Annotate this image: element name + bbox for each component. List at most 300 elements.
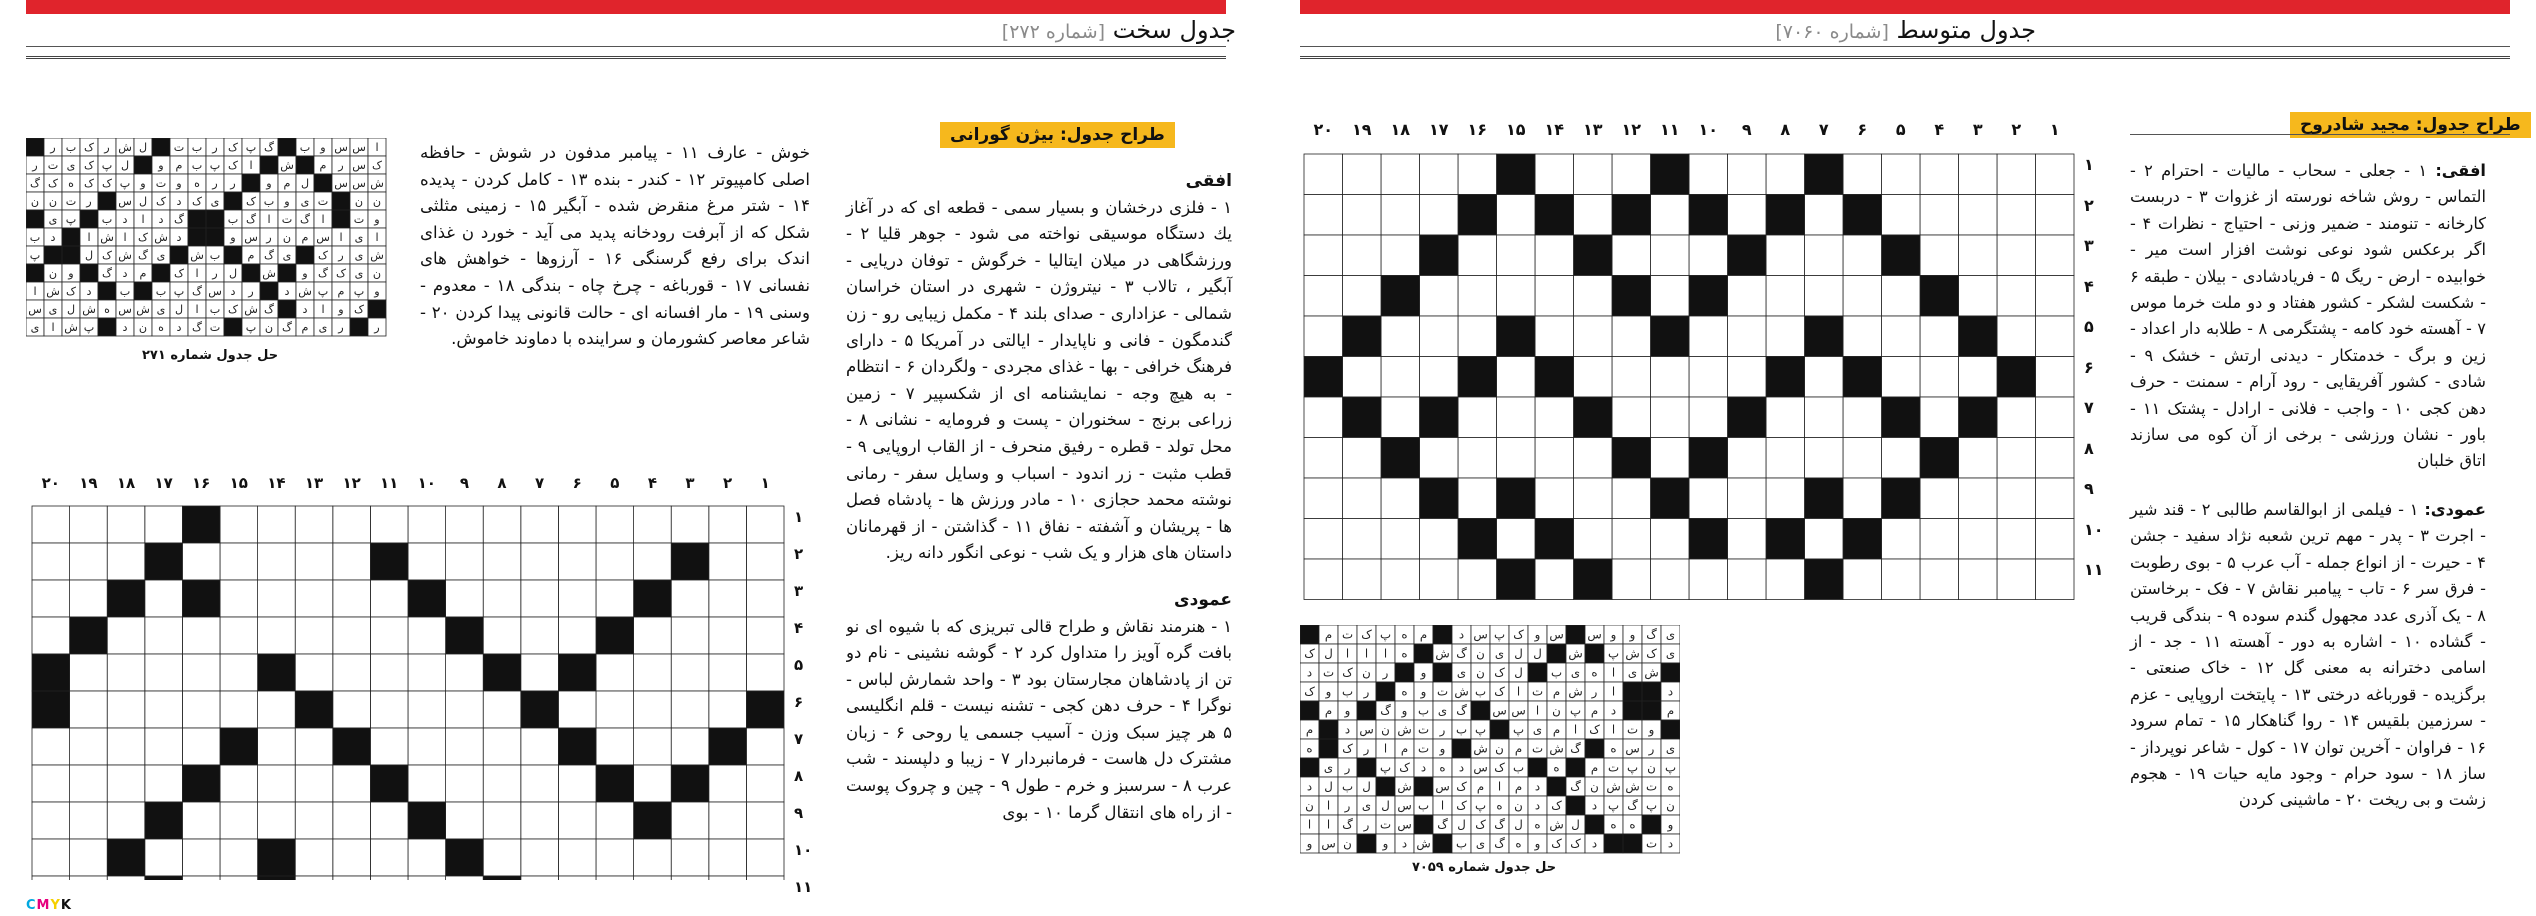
black-cell — [1728, 397, 1767, 438]
solution-letter: ش — [1416, 836, 1431, 851]
solution-letter: ا — [1364, 646, 1369, 661]
solution-letter: ل — [1514, 646, 1523, 661]
black-cell — [333, 728, 371, 765]
column-number: ۱ — [760, 474, 770, 492]
white-cell — [370, 802, 408, 839]
column-number: ۵ — [1895, 120, 1906, 139]
white-cell — [1959, 154, 1998, 195]
right-clues-column — [2130, 158, 2486, 814]
white-cell — [220, 654, 258, 691]
white-cell — [408, 506, 446, 543]
white-cell — [1343, 195, 1382, 236]
solution-letter: س — [118, 302, 132, 316]
row-number: ۶ — [794, 693, 804, 711]
black-cell — [206, 228, 224, 246]
white-cell — [1612, 559, 1651, 600]
black-cell — [558, 728, 596, 765]
white-cell — [1843, 154, 1882, 195]
solution-letter: ر — [230, 176, 236, 190]
solution-letter: م — [1305, 722, 1314, 737]
solution-letter: ر — [1344, 798, 1351, 813]
solution-letter: س — [1473, 627, 1488, 642]
black-cell — [446, 617, 484, 654]
left-solution-caption: حل جدول شماره ۲۷۱ — [142, 348, 279, 363]
white-cell — [483, 839, 521, 876]
solution-letter: ک — [1342, 665, 1353, 680]
white-cell — [709, 691, 747, 728]
solution-letter: و — [1382, 836, 1389, 851]
left-across-heading: افقی — [1185, 171, 1232, 191]
white-cell — [1574, 276, 1613, 317]
white-cell — [446, 876, 484, 880]
white-cell — [370, 839, 408, 876]
solution-letter: ک — [174, 266, 184, 280]
white-cell — [1497, 235, 1536, 276]
white-cell — [370, 876, 408, 880]
black-cell — [1604, 834, 1623, 853]
solution-letter: د — [122, 320, 128, 334]
white-cell — [1651, 438, 1690, 479]
solution-letter: ر — [338, 320, 344, 334]
black-cell — [32, 691, 70, 728]
black-cell — [188, 228, 206, 246]
white-cell — [1843, 276, 1882, 317]
black-cell — [1433, 625, 1452, 644]
solution-letter: ن — [1514, 798, 1523, 813]
solution-letter: ل — [138, 194, 148, 208]
white-cell — [220, 765, 258, 802]
white-cell — [107, 543, 145, 580]
black-cell — [446, 839, 484, 876]
white-cell — [483, 802, 521, 839]
solution-letter: س — [1549, 627, 1564, 642]
solution-letter: م — [1419, 627, 1428, 642]
white-cell — [1882, 276, 1921, 317]
white-cell — [671, 654, 709, 691]
white-cell — [182, 617, 220, 654]
solution-letter: ن — [1476, 665, 1485, 680]
solution-letter: ه — [1591, 665, 1598, 680]
white-cell — [1997, 519, 2036, 560]
solution-letter: س — [352, 140, 366, 154]
black-cell — [332, 210, 350, 228]
black-cell — [1689, 195, 1728, 236]
white-cell — [446, 802, 484, 839]
white-cell — [1535, 316, 1574, 357]
white-cell — [370, 654, 408, 691]
black-cell — [134, 156, 152, 174]
solution-letter: ه — [1306, 741, 1313, 756]
white-cell — [220, 506, 258, 543]
solution-letter: ش — [1473, 741, 1488, 756]
black-cell — [1452, 739, 1471, 758]
solution-letter: د — [1401, 836, 1408, 851]
black-cell — [1805, 154, 1844, 195]
white-cell — [558, 617, 596, 654]
solution-letter: د — [122, 266, 128, 280]
white-cell — [746, 617, 784, 654]
column-number: ۲۰ — [1313, 120, 1334, 139]
solution-letter: د — [158, 212, 164, 226]
solution-letter: ب — [1341, 779, 1354, 794]
solution-letter: ی — [354, 248, 364, 262]
solution-letter: ت — [353, 212, 365, 226]
white-cell — [70, 543, 108, 580]
white-cell — [370, 617, 408, 654]
white-cell — [1420, 276, 1459, 317]
solution-letter: پ — [65, 212, 77, 226]
black-cell — [1497, 154, 1536, 195]
black-cell — [62, 246, 80, 264]
solution-letter: د — [1306, 665, 1313, 680]
solution-letter: ر — [248, 284, 254, 298]
cmyk-y: Y — [50, 898, 61, 913]
black-cell — [671, 765, 709, 802]
white-cell — [70, 802, 108, 839]
white-cell — [1535, 478, 1574, 519]
black-cell — [224, 192, 242, 210]
black-cell — [1319, 720, 1338, 739]
solution-letter: ت — [281, 212, 293, 226]
white-cell — [1766, 559, 1805, 600]
solution-letter: ت — [1645, 836, 1658, 851]
white-cell — [1381, 559, 1420, 600]
white-cell — [596, 543, 634, 580]
white-cell — [1959, 357, 1998, 398]
black-cell — [1357, 834, 1376, 853]
black-cell — [278, 264, 296, 282]
white-cell — [671, 802, 709, 839]
white-cell — [1766, 154, 1805, 195]
solution-letter: د — [122, 212, 128, 226]
white-cell — [521, 654, 559, 691]
white-cell — [2036, 397, 2075, 438]
white-cell — [2036, 316, 2075, 357]
white-cell — [1574, 195, 1613, 236]
solution-letter: ا — [87, 230, 91, 244]
solution-letter: ش — [1454, 684, 1469, 699]
left-clues-column — [846, 168, 1232, 828]
right-page-title — [1775, 16, 2036, 44]
left-designer-label: طراح جدول: بیژن گورانی — [940, 122, 1175, 148]
solution-letter: و — [176, 176, 182, 190]
solution-letter: ش — [154, 230, 168, 244]
white-cell — [1959, 519, 1998, 560]
white-cell — [634, 617, 672, 654]
black-cell — [370, 765, 408, 802]
solution-letter: ر — [1439, 722, 1446, 737]
white-cell — [333, 839, 371, 876]
column-number: ۱۱ — [1659, 120, 1680, 139]
white-cell — [1651, 519, 1690, 560]
solution-letter: ک — [192, 194, 202, 208]
white-cell — [1381, 195, 1420, 236]
white-cell — [1843, 478, 1882, 519]
solution-letter: س — [1587, 627, 1602, 642]
solution-letter: ل — [1324, 779, 1333, 794]
solution-letter: ش — [190, 248, 204, 262]
solution-letter: ک — [1570, 836, 1581, 851]
solution-letter: و — [302, 266, 308, 280]
solution-letter: د — [1591, 798, 1598, 813]
solution-letter: ک — [1494, 760, 1505, 775]
white-cell — [1997, 478, 2036, 519]
column-number: ۱۲ — [342, 474, 361, 492]
white-cell — [258, 691, 296, 728]
left-solution-grid — [26, 138, 396, 340]
white-cell — [483, 506, 521, 543]
solution-letter: ی — [1665, 741, 1676, 756]
black-cell — [1381, 276, 1420, 317]
white-cell — [1959, 235, 1998, 276]
white-cell — [32, 765, 70, 802]
white-cell — [1304, 276, 1343, 317]
black-cell — [1585, 815, 1604, 834]
black-cell — [1414, 644, 1433, 663]
white-cell — [1574, 478, 1613, 519]
white-cell — [295, 728, 333, 765]
white-cell — [333, 691, 371, 728]
solution-letter: ر — [1591, 684, 1598, 699]
white-cell — [70, 839, 108, 876]
black-cell — [1566, 796, 1585, 815]
black-cell — [1661, 663, 1680, 682]
solution-letter: ت — [1626, 722, 1639, 737]
white-cell — [596, 728, 634, 765]
black-cell — [258, 654, 296, 691]
white-cell — [2036, 276, 2075, 317]
white-cell — [295, 506, 333, 543]
black-cell — [1458, 357, 1497, 398]
white-cell — [1343, 154, 1382, 195]
black-cell — [1882, 397, 1921, 438]
solution-letter: ه — [68, 176, 74, 190]
black-cell — [1642, 682, 1661, 701]
solution-letter: ش — [118, 248, 132, 262]
solution-letter: ی — [48, 302, 58, 316]
right-page-title-text: جدول متوسط — [1896, 16, 2036, 44]
white-cell — [1497, 276, 1536, 317]
white-cell — [671, 580, 709, 617]
black-cell — [1661, 720, 1680, 739]
black-cell — [671, 543, 709, 580]
white-cell — [671, 876, 709, 880]
solution-letter: ب — [227, 212, 239, 226]
solution-letter: ن — [1666, 798, 1675, 813]
white-cell — [1420, 357, 1459, 398]
solution-letter: س — [244, 230, 258, 244]
right-header-double-rule — [1300, 56, 2510, 59]
solution-letter: ک — [66, 284, 76, 298]
black-cell — [1689, 276, 1728, 317]
white-cell — [1997, 195, 2036, 236]
column-number: ۱۲ — [1621, 120, 1642, 139]
row-number: ۸ — [2084, 438, 2094, 458]
solution-letter: ر — [266, 230, 272, 244]
solution-letter: ت — [1322, 665, 1335, 680]
white-cell — [709, 765, 747, 802]
white-cell — [258, 543, 296, 580]
column-number: ۱۳ — [304, 474, 324, 492]
black-cell — [1547, 644, 1566, 663]
solution-letter: م — [175, 158, 183, 172]
black-cell — [278, 138, 296, 156]
white-cell — [70, 654, 108, 691]
solution-letter: ش — [244, 302, 258, 316]
solution-letter: ی — [354, 230, 364, 244]
white-cell — [596, 802, 634, 839]
solution-letter: ک — [84, 176, 94, 190]
solution-letter: ش — [1568, 646, 1583, 661]
solution-letter: م — [1552, 684, 1561, 699]
solution-letter: و — [68, 266, 74, 280]
black-cell — [145, 876, 183, 880]
solution-letter: ا — [1440, 798, 1445, 813]
solution-letter: ا — [1573, 722, 1578, 737]
white-cell — [1728, 519, 1767, 560]
white-cell — [1882, 316, 1921, 357]
black-cell — [1805, 316, 1844, 357]
solution-letter: پ — [1512, 722, 1525, 737]
right-page-red-bar — [1300, 0, 2510, 14]
solution-letter: ن — [1305, 798, 1314, 813]
white-cell — [1343, 235, 1382, 276]
solution-letter: ل — [1324, 646, 1333, 661]
solution-letter: ک — [1551, 836, 1562, 851]
solution-letter: ا — [1611, 684, 1616, 699]
white-cell — [1882, 438, 1921, 479]
row-number: ۱۰ — [794, 841, 813, 859]
solution-letter: ا — [195, 266, 199, 280]
black-cell — [1882, 235, 1921, 276]
solution-letter: ی — [1494, 646, 1505, 661]
white-cell — [446, 580, 484, 617]
solution-letter: ب — [155, 284, 167, 298]
black-cell — [1689, 438, 1728, 479]
white-cell — [483, 728, 521, 765]
solution-letter: و — [1629, 627, 1636, 642]
white-cell — [446, 765, 484, 802]
solution-letter: ت — [1341, 627, 1354, 642]
black-cell — [558, 654, 596, 691]
white-cell — [1959, 276, 1998, 317]
solution-letter: ت — [47, 158, 59, 172]
black-cell — [98, 318, 116, 336]
white-cell — [1651, 397, 1690, 438]
solution-letter: گ — [246, 212, 256, 226]
black-cell — [1959, 397, 1998, 438]
solution-letter: ک — [102, 248, 112, 262]
black-cell — [1651, 154, 1690, 195]
solution-letter: ی — [156, 248, 166, 262]
row-number: ۳ — [2084, 236, 2094, 255]
solution-letter: ش — [1397, 722, 1412, 737]
column-number: ۱۹ — [79, 474, 98, 492]
solution-letter: ر — [86, 194, 92, 208]
white-cell — [1651, 559, 1690, 600]
solution-letter: و — [140, 176, 146, 190]
black-cell — [350, 318, 368, 336]
solution-letter: ک — [138, 230, 148, 244]
white-cell — [1882, 559, 1921, 600]
black-cell — [1689, 519, 1728, 560]
white-cell — [1612, 357, 1651, 398]
white-cell — [182, 839, 220, 876]
solution-letter: د — [1667, 836, 1674, 851]
white-cell — [32, 728, 70, 765]
column-number: ۱ — [2049, 120, 2060, 139]
solution-letter: ر — [50, 140, 56, 154]
white-cell — [1882, 195, 1921, 236]
solution-letter: ا — [1516, 684, 1521, 699]
cmyk-c: C — [26, 898, 37, 913]
column-number: ۶ — [1857, 120, 1868, 139]
black-cell — [634, 802, 672, 839]
solution-letter: گ — [1570, 741, 1581, 756]
black-cell — [1376, 777, 1395, 796]
solution-letter: د — [1344, 722, 1351, 737]
white-cell — [1997, 154, 2036, 195]
row-number: ۶ — [2084, 357, 2094, 377]
solution-letter: ن — [30, 194, 40, 208]
white-cell — [1535, 397, 1574, 438]
black-cell — [1612, 438, 1651, 479]
black-cell — [1612, 195, 1651, 236]
solution-letter: د — [1534, 779, 1541, 794]
white-cell — [709, 580, 747, 617]
white-cell — [1997, 235, 2036, 276]
column-number: ۷ — [535, 474, 545, 492]
solution-letter: ا — [141, 212, 145, 226]
column-number: ۸ — [1780, 120, 1791, 139]
solution-letter: ش — [46, 284, 60, 298]
white-cell — [1304, 154, 1343, 195]
black-cell — [1319, 739, 1338, 758]
solution-letter: س — [352, 158, 366, 172]
solution-letter: ر — [1344, 760, 1351, 775]
solution-letter: و — [1534, 627, 1541, 642]
white-cell — [1535, 235, 1574, 276]
black-cell — [242, 174, 260, 192]
white-cell — [1920, 397, 1959, 438]
row-number: ۷ — [794, 730, 804, 748]
solution-letter: ک — [1304, 684, 1315, 699]
solution-letter: د — [1420, 760, 1427, 775]
white-cell — [70, 876, 108, 880]
white-cell — [1574, 316, 1613, 357]
solution-letter: ت — [1531, 684, 1544, 699]
white-cell — [145, 654, 183, 691]
white-cell — [446, 691, 484, 728]
solution-letter: ش — [1549, 817, 1564, 832]
solution-letter: م — [1514, 741, 1523, 756]
white-cell — [746, 728, 784, 765]
right-across-heading: افقی: — [2435, 161, 2486, 180]
column-number: ۴ — [1934, 120, 1945, 139]
solution-letter: ن — [138, 320, 148, 334]
white-cell — [1420, 316, 1459, 357]
black-cell — [1547, 777, 1566, 796]
solution-letter: ب — [263, 194, 275, 208]
white-cell — [1805, 195, 1844, 236]
solution-letter: ت — [1436, 684, 1449, 699]
solution-letter: ر — [212, 266, 218, 280]
white-cell — [558, 839, 596, 876]
solution-letter: س — [1397, 798, 1412, 813]
solution-letter: ن — [1495, 741, 1504, 756]
white-cell — [1458, 154, 1497, 195]
solution-letter: ش — [1549, 741, 1564, 756]
